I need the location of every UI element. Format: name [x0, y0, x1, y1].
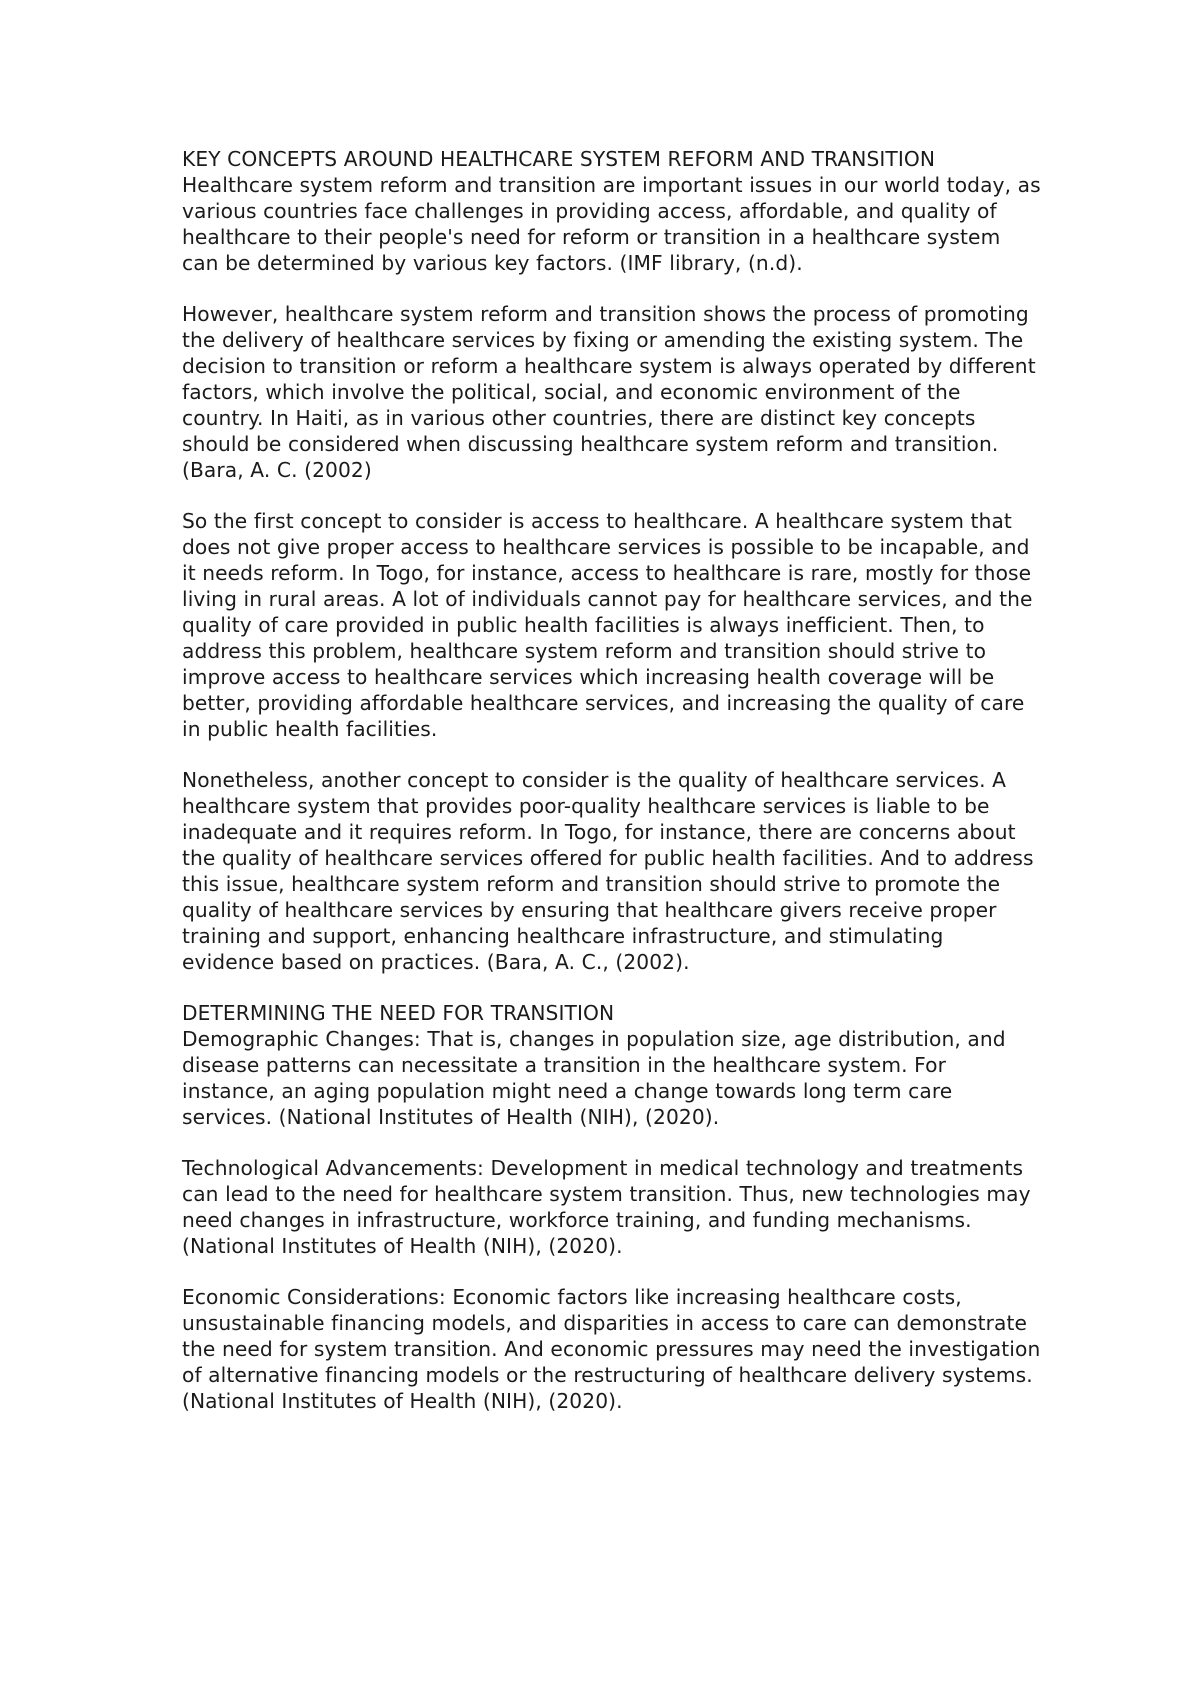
intro-paragraph: Demographic Changes: That is, changes in population size, age distribution, and disease patterns can necessitate a transition in the healthcare system. For instance, an aging population might need a change towards long term care services. (National Institutes of Health (NIH), (2020).	[182, 1027, 1006, 1129]
document-page	[182, 146, 1042, 1439]
paragraph-block	[182, 301, 1042, 483]
section-need-for-transition	[182, 1000, 1042, 1130]
body-paragraph: So the first concept to consider is access to healthcare. A healthcare system that does not give proper access to healthcare services is possible to be incapable, and it needs reform. In Togo, for instance, access to healthcare is rare, mostly for those living in rural areas. A lot of individuals cannot pay for healthcare services, and the quality of care provided in public health facilities is always inefficient. Then, to address this problem, healthcare system reform and transition should strive to improve access to healthcare services which increasing health coverage will be better, providing affordable healthcare services, and increasing the quality of care in public health facilities.	[182, 509, 1033, 741]
paragraph-block	[182, 1155, 1042, 1259]
body-paragraph: Technological Advancements: Development in medical technology and treatments can lead to the need for healthcare system transition. Thus, new technologies may need changes in infrastructure, workforce training, and funding mechanisms. (National Institutes of Health (NIH), (2020).	[182, 1156, 1031, 1258]
section-heading: DETERMINING THE NEED FOR TRANSITION	[182, 1001, 615, 1025]
paragraph-block	[182, 767, 1042, 975]
paragraph-block	[182, 508, 1042, 742]
section-key-concepts	[182, 146, 1042, 276]
intro-paragraph: Healthcare system reform and transition are important issues in our world today, as various countries face challenges in providing access, affordable, and quality of healthcare to their people's need for reform or transition in a healthcare system can be determined by various key factors. (IMF library, (n.d).	[182, 173, 1041, 275]
section-heading: KEY CONCEPTS AROUND HEALTHCARE SYSTEM REFORM AND TRANSITION	[182, 147, 936, 171]
body-paragraph: Economic Considerations: Economic factors like increasing healthcare costs, unsustainable financing models, and disparities in access to care can demonstrate the need for system transition. And economic pressures may need the investigation of alternative financing models or the restructuring of healthcare delivery systems. (National Institutes of Health (NIH), (2020).	[182, 1285, 1041, 1413]
body-paragraph: Nonetheless, another concept to consider is the quality of healthcare services. A healthcare system that provides poor-quality healthcare services is liable to be inadequate and it requires reform. In Togo, for instance, there are concerns about the quality of healthcare services offered for public health facilities. And to address this issue, healthcare system reform and transition should strive to promote the quality of healthcare services by ensuring that healthcare givers receive proper training and support, enhancing healthcare infrastructure, and stimulating evidence based on practices. (Bara, A. C., (2002).	[182, 768, 1034, 974]
body-paragraph: However, healthcare system reform and transition shows the process of promoting the delivery of healthcare services by fixing or amending the existing system. The decision to transition or reform a healthcare system is always operated by different factors, which involve the political, social, and economic environment of the country. In Haiti, as in various other countries, there are distinct key concepts should be considered when discussing healthcare system reform and transition. (Bara, A. C. (2002)	[182, 302, 1036, 482]
paragraph-block	[182, 1284, 1042, 1414]
